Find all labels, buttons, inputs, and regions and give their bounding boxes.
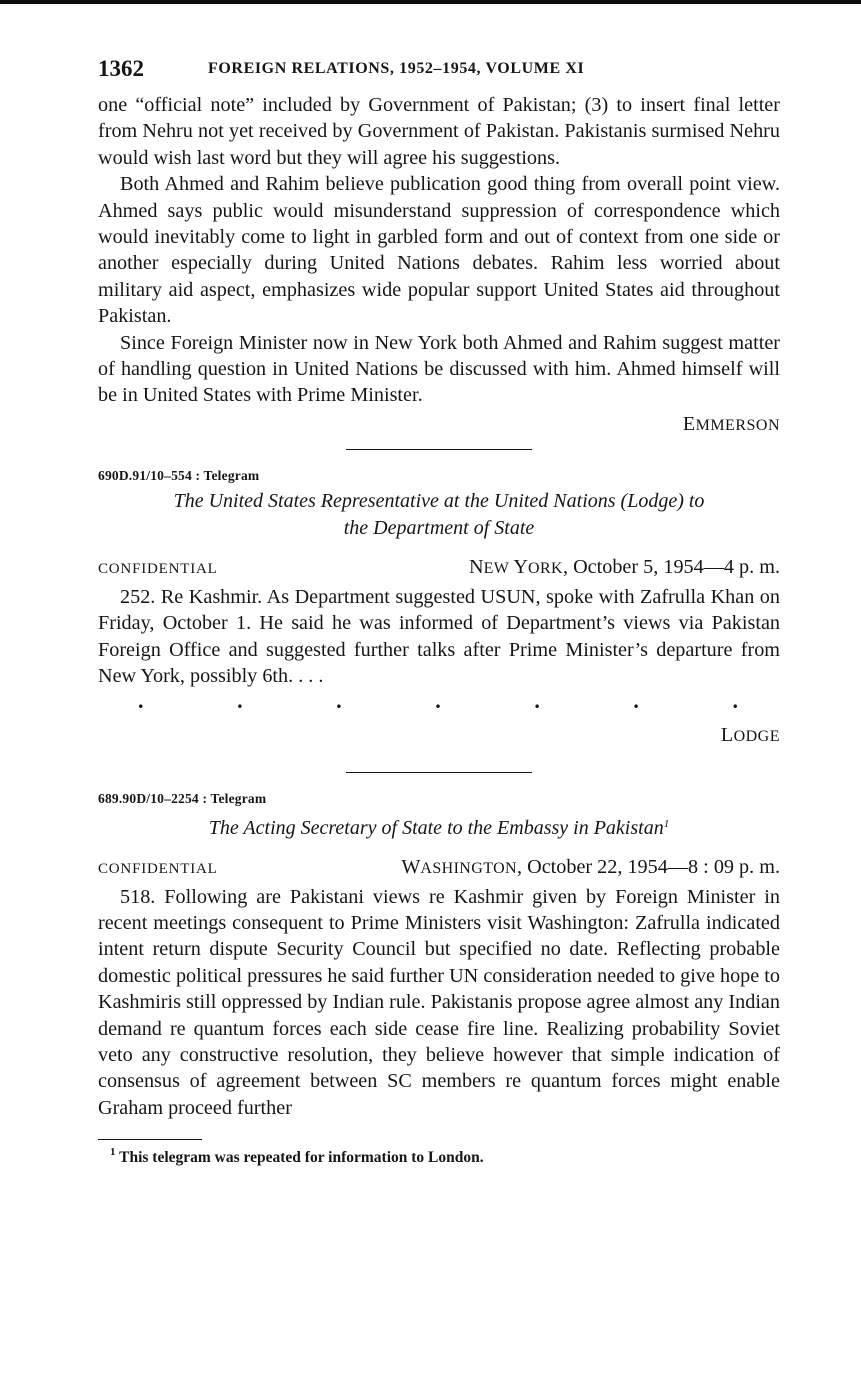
- omission-dot: .: [534, 687, 540, 713]
- date-time: , October 5, 1954—4 p. m.: [563, 555, 780, 578]
- signature-emmerson: [98, 413, 780, 435]
- omission-dot: .: [336, 687, 342, 713]
- continued-paragraph: one “official note” included by Government of Pakistan; (3) to insert final letter from Nehru not yet received by Government of Pakistan. Pakistanis surmised Nehru would wish last word but they will agree his suggestions.: [98, 94, 780, 169]
- running-head: [98, 52, 780, 92]
- place-initial: Y: [513, 555, 529, 578]
- telegram-lodge: [98, 468, 780, 746]
- continued-telegram: [98, 92, 780, 435]
- footnote-marker: 1: [110, 1146, 116, 1159]
- dateline: [98, 556, 780, 584]
- place-smallcaps: ASHINGTON: [420, 859, 518, 877]
- signature-initial: L: [720, 723, 734, 746]
- top-border-rule: [0, 0, 861, 4]
- place-and-date: [469, 556, 780, 579]
- place-initial: W: [401, 855, 421, 878]
- signature-rest: MMERSON: [695, 416, 780, 434]
- dateline: [98, 856, 780, 884]
- classification-label: CONFIDENTIAL: [98, 860, 218, 877]
- document-page: [98, 52, 780, 1167]
- signature-rest: ODGE: [733, 727, 780, 745]
- file-reference: 690D.91/10–554 : Telegram: [98, 467, 260, 483]
- place-and-date: [401, 856, 780, 879]
- telegram-body: 518. Following are Pakistani views re Kashmir given by Foreign Minister in recent meetings consequent to Prime Ministers visit Washington: Zafrulla indicated intent return dispute Security Council but specified no date. Reflecting probable domestic political pressures he said further UN consideration needed to give hope to Kashmiris still oppressed by Indian rule. Pakistanis propose agree almost any Indian demand re quantum forces each side cease fire line. Realizing probability Soviet veto any constructive resolution, they believe however that simple indication of consensus of agreement between SC members re quantum forces might enable Graham proceed further: [98, 885, 780, 1119]
- omission-dot: .: [435, 687, 441, 713]
- omission-dots: [138, 687, 738, 713]
- continued-paragraph: Both Ahmed and Rahim believe publication good thing from overall point view. Ahmed says public would misunderstand suppression of correspondence which would inevitably come to light in garbled form and out of context from one side or another especially during United Nations debates. Rahim less worried about military aid aspect, emphasizes wide popular support United States aid throughout Pakistan.: [98, 173, 780, 328]
- document-title-line: the Department of State: [343, 516, 535, 539]
- footnote: [110, 1146, 780, 1167]
- telegram-body: 252. Re Kashmir. As Department suggested USUN, spoke with Zafrulla Khan on Friday, October 1. He said he was informed of Department’s views via Pakistan Foreign Office and suggested further talks after Prime Minister’s departure from New York, possibly 6th. . . .: [98, 585, 780, 688]
- signature-initial: E: [682, 412, 696, 435]
- place-smallcaps: EW: [483, 559, 514, 577]
- document-title-line: The United States Representative at the United Nations (Lodge) to: [173, 489, 705, 512]
- footnote-marker: 1: [663, 817, 670, 830]
- omission-dot: .: [732, 687, 738, 713]
- place-initial: N: [469, 555, 484, 578]
- document-title: [98, 811, 780, 842]
- date-time: , October 22, 1954—8 : 09 p. m.: [517, 855, 780, 878]
- signature-lodge: [98, 724, 780, 746]
- document-title: [98, 488, 780, 542]
- omission-dot: .: [138, 687, 144, 713]
- document-title-text: The Acting Secretary of State to the Embassy in Pakistan: [208, 816, 664, 839]
- continued-paragraph: Since Foreign Minister now in New York both Ahmed and Rahim suggest matter of handling question in United Nations be discussed with him. Ahmed himself will be in United States with Prime Minister.: [98, 331, 780, 407]
- classification-label: CONFIDENTIAL: [98, 560, 218, 577]
- omission-dot: .: [633, 687, 639, 713]
- omission-dot: .: [237, 687, 243, 713]
- place-smallcaps: ORK: [528, 559, 563, 577]
- running-title: FOREIGN RELATIONS, 1952–1954, VOLUME XI: [208, 60, 585, 77]
- file-reference: 689.90D/10–2254 : Telegram: [98, 790, 267, 806]
- footnote-text: This telegram was repeated for information to London.: [119, 1149, 484, 1167]
- telegram-acting-secretary: [98, 791, 780, 1122]
- page-number: 1362: [98, 56, 144, 81]
